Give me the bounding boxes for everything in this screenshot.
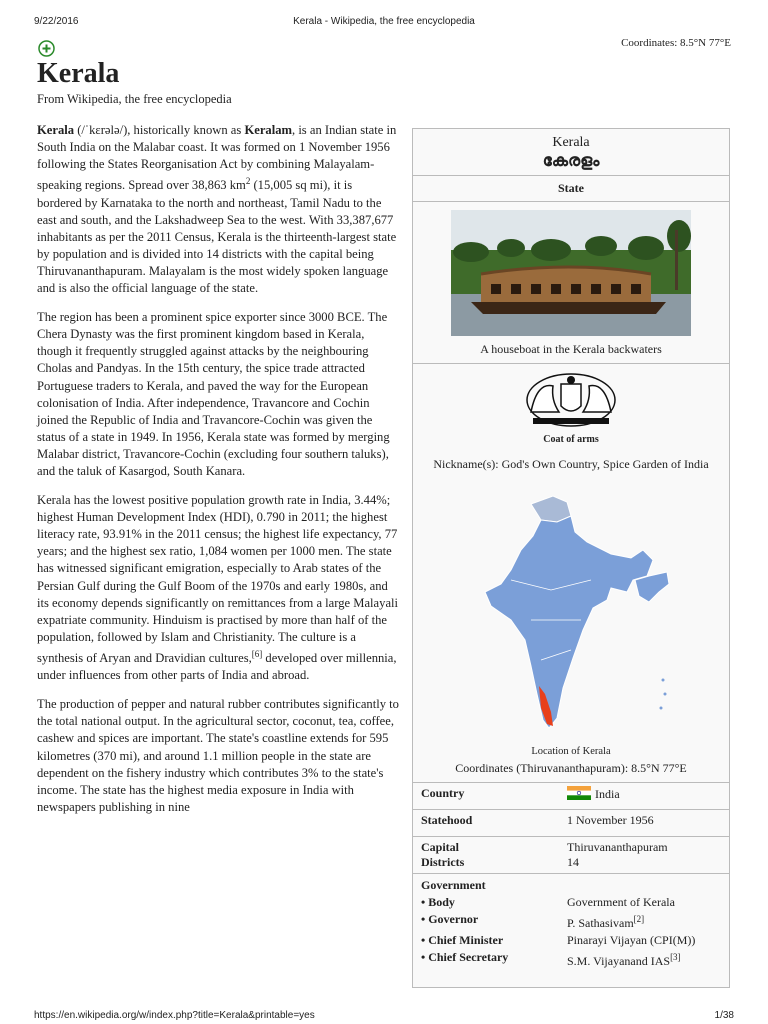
governor-ref[interactable]: [2] [633, 914, 645, 924]
value-capital[interactable]: Thiruvananthapuram [567, 840, 668, 854]
infobox-coordinates[interactable]: Coordinates (Thiruvananthapuram): 8.5°N 77°E [413, 757, 729, 783]
coordinates-link[interactable]: Coordinates: 8.5°N 77°E [621, 37, 731, 49]
demo-text-1: Kerala has the lowest positive population growth rate in India, 3.44%; highest Human Development Index (HDI), 0.790 in 2011; the highest literacy rate, 93.91% in the 2011 census; the highest life expectancy, 77 years; and the highest sex ratio, 1,084 women per 1000 men. The state has witnessed significant emigration, especially to Arab states of the Persian Gulf during the Gulf Boom of the 1970s and early 1980s, and its economy depends significantly on remittances from a large Malayali expatriate community. Hinduism is practised by more than half of the population, followed by Islam and Christianity. The culture is a synthesis of Aryan and Dravidian cultures, [37, 493, 399, 666]
intro-text-1: , is an Indian state in South India on the Malabar coast. It was formed on 1 November 1956 following the States Reorganisation Act by combining Malayalam-speaking regions. Spread over 38,863 km [37, 123, 397, 193]
chief-secretary-link[interactable]: S.M. Vijayanand IAS [567, 954, 671, 968]
bold-keralam: Keralam [244, 123, 293, 137]
label-statehood: Statehood [421, 813, 473, 827]
paragraph-economy: The production of pepper and natural rubber contributes significantly to the total national output. In the agricultural sector, coconut, tea, coffee, cashew and spices are important. The state's coastline extends for 595 kilometres (370 mi), and around 1.1 million people in the state are dependent on the fishery industry which contributes 3% to the state's income. The state has the highest media exposure in India with newspapers publishing in nine [37, 697, 399, 814]
row-statehood [413, 810, 729, 837]
photo-caption: A houseboat in the Kerala backwaters [480, 342, 662, 356]
country-link[interactable]: India [595, 787, 620, 801]
paragraph-history: The region has been a prominent spice exporter since 3000 BCE. The Chera Dynasty was the first prominent kingdom based in Kerala, though it frequently struggled against attacks by the neighbouring Cholas and Pandyas. In the 15th century, the spice trade attracted Portuguese traders to Kerala, and paved the way for the European colonisation of India. After independence, Travancore and Cochin joined the Republic of India and Travancore-Cochin was given the status of a state in 1949. In 1956, Kerala state was formed by merging Malabar district, Travancore-Cochin (excluding four southern taluks), and the taluk of Kasargod, South Kanara. [37, 310, 390, 478]
value-chief-secretary [567, 949, 681, 970]
houseboat-photo-block [413, 202, 729, 364]
value-chief-minister[interactable]: Pinarayi Vijayan (CPI(M)) [567, 933, 696, 947]
label-chief-secretary: • Chief Secretary [421, 950, 509, 964]
map-caption: Location of Kerala [531, 746, 611, 757]
print-date: 9/22/2016 [34, 16, 79, 27]
nickname: Nickname(s): God's Own Country, Spice Garden of India [433, 457, 709, 471]
ipa-link[interactable]: (/ˈkɛrələ/), historically known as [74, 123, 245, 137]
tagline: From Wikipedia, the free encyclopedia [37, 92, 232, 106]
india-locator-map[interactable] [471, 480, 671, 742]
map-block [413, 476, 729, 746]
label-governor: • Governor [421, 912, 479, 926]
value-body[interactable]: Government of Kerala [567, 895, 675, 909]
coat-of-arms-image[interactable] [523, 372, 619, 430]
page-title: Kerala [37, 58, 120, 89]
intro-text-2: (15,005 sq mi), it is bordered by Karnataka to the north and northeast, Tamil Nadu to the east and south, and the Lakshadweep Sea to the west. With 33,387,677 inhabitants as per the 2011 Census, Kerala is the thirteenth-largest state by population and is divided into 14 districts with the capital being Thiruvananthapuram. Malayalam is the most widely spoken language and is also the official language of the state. [37, 178, 397, 296]
demo-text-2: developed over millennia, under influences from other parts of India and abroad. [37, 651, 397, 683]
print-title: Kerala - Wikipedia, the free encyclopedia [293, 16, 475, 27]
bold-kerala: Kerala [37, 123, 75, 137]
label-government: Government [421, 878, 486, 892]
infobox-name: Kerala [552, 135, 590, 150]
label-chief-minister: • Chief Minister [421, 933, 504, 947]
coat-of-arms-caption: Coat of arms [543, 434, 599, 445]
governor-link[interactable]: P. Sathasivam [567, 916, 634, 930]
coat-of-arms-block [413, 364, 729, 449]
paragraph-intro [37, 122, 399, 297]
india-flag-icon [567, 786, 591, 800]
plus-circle-icon[interactable] [38, 40, 55, 57]
row-country [413, 783, 729, 810]
print-url: https://en.wikipedia.org/w/index.php?title=Kerala&printable=yes [34, 1010, 315, 1021]
paragraph-demographics [37, 492, 399, 684]
label-country: Country [421, 786, 465, 800]
sup-2: 2 [245, 176, 251, 187]
reference-link[interactable]: [6] [251, 648, 263, 659]
chief-secretary-ref[interactable]: [3] [670, 952, 681, 962]
value-statehood: 1 November 1956 [567, 813, 654, 827]
government-block [413, 874, 729, 973]
value-governor [567, 911, 644, 932]
infobox-type: State [413, 176, 729, 202]
value-country [567, 786, 721, 802]
infobox [412, 128, 730, 988]
infobox-header [413, 129, 729, 176]
value-districts: 14 [567, 855, 579, 869]
label-districts: Districts [421, 855, 465, 869]
infobox-name-malayalam: കേരളം [542, 151, 600, 171]
label-body: • Body [421, 895, 455, 909]
article-body [37, 122, 399, 828]
page-number: 1/38 [714, 1010, 734, 1021]
row-capital-districts [413, 837, 729, 874]
label-capital: Capital [421, 840, 460, 854]
houseboat-image[interactable] [451, 210, 691, 336]
